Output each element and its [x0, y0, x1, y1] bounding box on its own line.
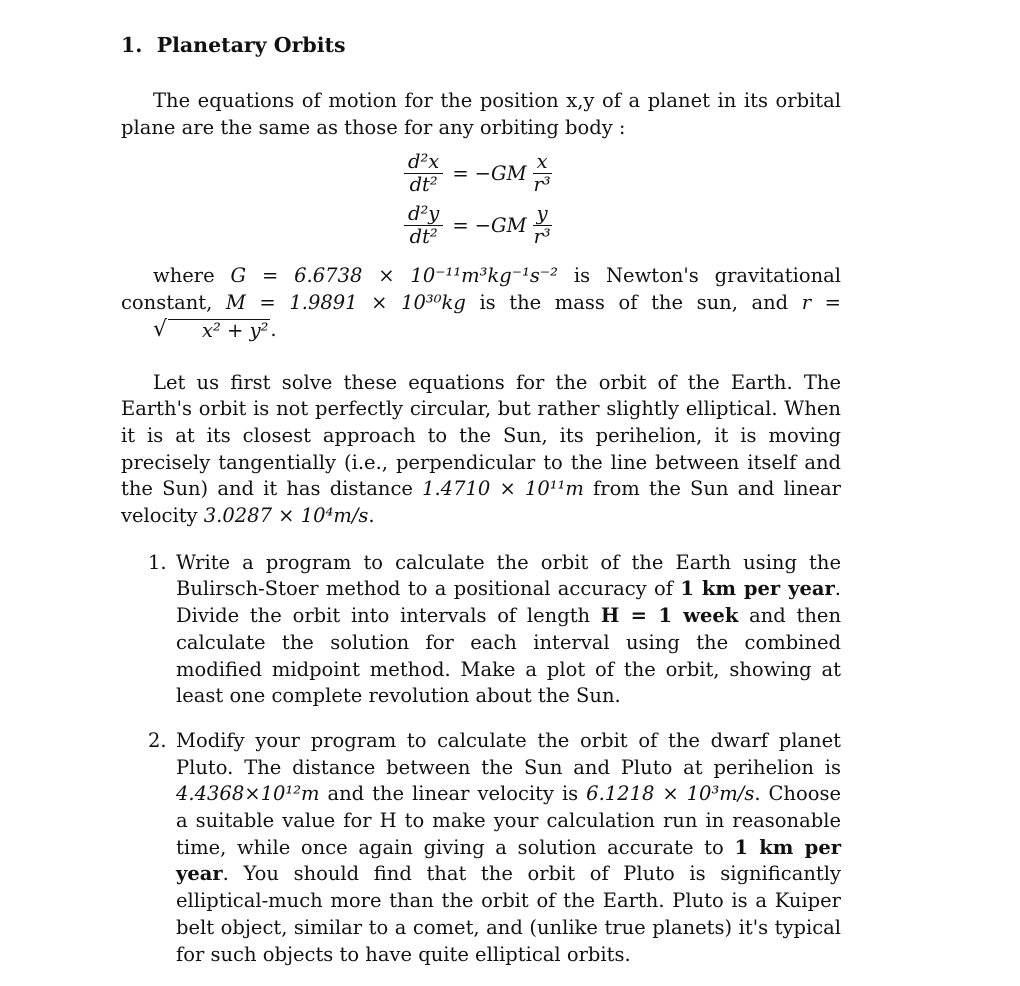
constants-paragraph	[121, 263, 841, 343]
document-page	[121, 30, 841, 986]
list-item	[121, 550, 841, 710]
eq1-lhs-num: d²x	[404, 151, 443, 174]
earth-text-b: from the Sun and linear velocity	[121, 477, 841, 528]
equation-x	[401, 151, 558, 196]
g-expression: G = 6.6738 × 10⁻¹¹m³kg⁻¹s⁻²	[230, 264, 559, 288]
sqrt-expression	[121, 316, 270, 342]
eq2-lhs-fraction	[404, 203, 443, 248]
eq1-rhs-fraction	[530, 151, 555, 196]
task1-bold-interval: H = 1 week	[600, 604, 739, 628]
task2-text-d: . You should find that the orbit of Pluto is significantly elliptical-much more than the orbit of the Earth. Pluto is a Kuiper belt object, similar to a comet, and (unlike true planets) it's typical for such objects to have quite elliptical orbits.	[176, 862, 841, 966]
task1-bold-accuracy: 1 km per year	[680, 577, 835, 601]
intro-paragraph: The equations of motion for the position x,y of a planet in its orbital plane are the same as those for any orbiting body :	[121, 89, 841, 139]
task2-text-c: . Choose a suitable value for H to make your calculation run in reasonable time, while once again giving a solution accurate to	[176, 782, 842, 859]
section-heading	[121, 30, 841, 60]
task1-text-b: . Divide the orbit into intervals of length	[176, 577, 841, 628]
section-title: Planetary Orbits	[156, 33, 346, 57]
task2-text-a: Modify your program to calculate the orbit of the dwarf planet Pluto. The distance between the Sun and Pluto at perihelion is	[176, 728, 841, 779]
eq2-rhs-den: r³	[533, 225, 551, 249]
eq2-rhs-fraction	[530, 203, 555, 248]
r-end: .	[270, 317, 277, 341]
m-description: is the mass of the sun, and	[465, 291, 802, 315]
eq2-rhs-prefix: −GM	[474, 214, 527, 238]
sqrt-radicand: x² + y²	[168, 319, 270, 342]
earth-paragraph	[121, 370, 841, 530]
task2-distance: 4.4368×10¹²m	[176, 782, 320, 806]
earth-text-c: .	[368, 504, 375, 528]
list-item	[121, 728, 841, 968]
eq1-rhs-num: x	[533, 151, 552, 174]
task2-bold-accuracy: 1 km per year	[176, 835, 841, 886]
eq1-rhs-prefix: −GM	[474, 162, 527, 186]
task2-velocity: 6.1218 × 10³m/s	[586, 782, 755, 806]
task-number: 2.	[148, 728, 167, 752]
eq2-equals: =	[452, 214, 469, 238]
earth-text-a: Let us first solve these equations for the orbit of the Earth. The Earth's orbit is not perfectly circular, but rather slightly elliptical. When it is at its closest approach to the Sun, its perihelion, it is moving precisely tangentially (i.e., perpendicular to the line between itself and the Sun) and it has distance	[121, 370, 841, 501]
eq2-rhs-num: y	[533, 203, 552, 226]
eq1-equals: =	[452, 162, 469, 186]
task-list	[121, 550, 841, 969]
task1-text-a: Write a program to calculate the orbit of the Earth using the Bulirsch-Stoer method to a positional accuracy of	[176, 550, 841, 601]
task2-text-b: and the linear velocity is	[319, 782, 587, 806]
earth-velocity: 3.0287 × 10⁴m/s	[203, 504, 369, 528]
eq2-lhs-num: d²y	[404, 203, 443, 226]
earth-distance: 1.4710 × 10¹¹m	[422, 477, 584, 501]
eq2-rhs	[475, 203, 558, 248]
r-lhs: r =	[801, 291, 842, 315]
task1-text-c: and then calculate the solution for each interval using the combined modified midpoint method. Make a plot of the orbit, showing at least one complete revolution about the Sun.	[176, 604, 842, 708]
equation-y	[401, 203, 558, 248]
g-description: is Newton's gravitational constant,	[121, 264, 842, 315]
task-number: 1.	[148, 550, 167, 574]
section-number: 1.	[121, 33, 143, 57]
eq1-lhs-den: dt²	[409, 173, 438, 197]
eq2-lhs-den: dt²	[409, 225, 438, 249]
eq1-rhs-den: r³	[533, 173, 551, 197]
m-expression: M = 1.9891 × 10³⁰kg	[225, 291, 466, 315]
sqrt-icon: √	[153, 316, 168, 342]
where-text: where	[153, 264, 231, 288]
equations-block	[401, 151, 561, 259]
eq1-rhs	[475, 151, 558, 196]
eq1-lhs-fraction	[404, 151, 443, 196]
